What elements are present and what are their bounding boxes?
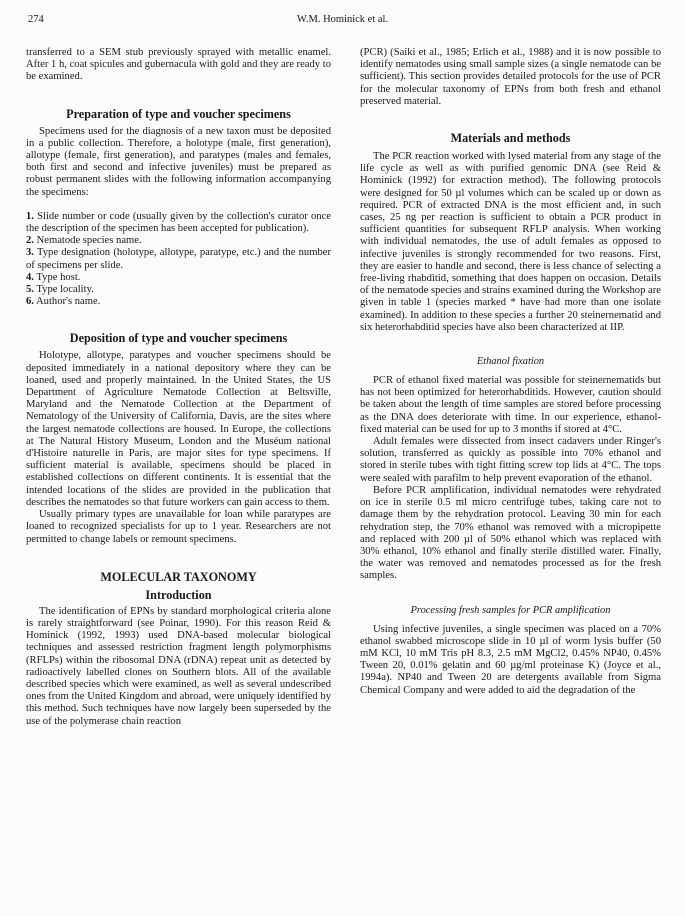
paragraph-deposition-1: Holotype, allotype, paratypes and voucher specimens should be deposited immediately in a national depository where they can be loaned, used and properly maintained. In the United States, the US Department of Agriculture Nematode Collection at Beltsville, Maryland and the Nematode Collection at the Department of Nematology of the University of California, Davis, are the sites where the largest nematode collections are housed. In Europe, the collections at The Natural History Museum, London and the Muséum national d'Histoire naturelle in Paris, are major sites for type specimens. If sufficient material is available, specimens should be placed in established collections on different continents. It is essential that the intended locations of the slides are provided in the publication that describes the nematodes so that future workers can gain access to them. <box>26 350 331 508</box>
heading-introduction: Introduction <box>145 587 212 602</box>
running-head: W.M. Hominick et al. <box>296 14 389 25</box>
paragraph-ethanol-3: Before PCR amplification, individual nematodes were rehydrated on ice in sterile 0.5 ml micro centrifuge tubes, taking care not to damage them by the rehydration protocol. Leaving 30 min for each rehydration step, the 70% ethanol was removed with a micropipette and replaced with 200 µl of 50% ethanol which was replaced with 30% ethanol, 10% ethanol and finally sterile distilled water. Finally, the water was removed and nematodes processed as for the fresh samples. <box>360 484 661 582</box>
paragraph-materials-methods: The PCR reaction worked with lysed material from any stage of the life cycle as well as with purified genomic DNA (see Reid & Hominick (1992) for extraction method). The following protocols were designed for 50 µl volumes which can be scaled up or down as required. PCR of extracted DNA is the most efficient and, in such cases, 25 ng per reaction is sufficient to obtain a PCR product in sufficient quantities for subsequent RFLP analysis. When working with individual nematodes, the use of adult females as opposed to infective juveniles is strongly recommended for two reasons. First, they are easier to handle and second, there is less chance of selecting a free-living rhabditid, something that does happen on occasion. Details of the nematode species and strains examined during the Workshop are given in table 1 (species marked * have had more than one isolate examined). In addition to these species a further 20 steinernematid and six heterorhabditid species have also been characterized at IIP. <box>360 151 661 333</box>
paragraph-ethanol-2: Adult females were dissected from insect cadavers under Ringer's solution, transferred as quickly as possible into 70% ethanol and stored in sterile tubes with tight fitting screw top lids at 4°C. The tops were sealed with parafilm to help prevent evaporation of the ethanol. <box>360 436 661 484</box>
paragraph-ethanol-1: PCR of ethanol fixed material was possible for steinernematids but has not been optimized for heterorhabditids. However, caution should be taken about the length of time samples are stored before processing as the DNA does deteriorate with time. In our experience, ethanol-fixed material can be used for up to 3 months if stored at 4°C. <box>360 375 661 435</box>
heading-processing-fresh: Processing fresh samples for PCR amplification <box>410 604 611 616</box>
paragraph-introduction: The identification of EPNs by standard morphological criteria alone is rarely straightforward (see Poinar, 1990). For this reason Reid & Hominick (1992, 1993) used DNA-based molecular biological techniques and assessed restriction fragment length polymorphisms (RFLPs) within the ribosomal DNA (rDNA) repeat unit as detected by radioactively labelled clones on Southern blots. All of the available described species which were examined, as well as several undescribed ones from the United Kingdom and abroad, were uniquely identified by this method. Such techniques have now largely been superseded by the use of the polymerase chain reaction <box>26 605 331 727</box>
paragraph-deposition-2: Usually primary types are unavailable for loan while paratypes are loaned to recognized specialists for up to 1 year. Researchers are not permitted to change labels or remount specimens. <box>26 509 331 545</box>
specimen-info-list <box>26 211 331 309</box>
list-item: 1. Slide number or code (usually given by the collection's curator once the description of the specimen has been accepted for publication). <box>26 210 331 235</box>
list-item: 2. Nematode species name. <box>26 235 142 247</box>
heading-preparation: Preparation of type and voucher specimens <box>66 106 291 121</box>
page-number: 274 <box>28 14 44 25</box>
list-item: 6. Author's name. <box>26 296 101 308</box>
paragraph-preparation: Specimens used for the diagnosis of a new taxon must be deposited in a public collection. Therefore, a holotype (male, first generation), allotype (female, first generation), and paratypes (males and females, both first and second and infective juveniles) must be prepared as robust permanent slides with the following information accompanying the specimens: <box>26 125 331 198</box>
heading-deposition: Deposition of type and voucher specimens <box>69 331 288 346</box>
paragraph-sem-continuation: transferred to a SEM stub previously sprayed with metallic enamel. After 1 h, coat spicules and gubernacula with gold and they are ready to be examined. <box>26 47 331 83</box>
left-column <box>26 47 331 728</box>
paragraph-pcr-continuation: (PCR) (Saiki et al., 1985; Erlich et al., 1988) and it is now possible to identify nematodes using small sample sizes (a single nematode can be sufficient). This section provides detailed protocols for the use of PCR for the molecular taxonomy of EPNs from both fresh and ethanol preserved material. <box>360 47 661 107</box>
paragraph-processing-fresh: Using infective juveniles, a single specimen was placed on a 70% ethanol swabbed microscope slide in 10 µl of worm lysis buffer (50 mM KCl, 10 mM Tris pH 8.3, 2.5 mM MgCl2, 0.45% NP40, 0.45% Tween 20, 0.01% gelatin and 60 µg/ml proteinase K) (Joyce et al., 1994a). NP40 and Tween 20 are detergents available from Sigma Chemical Company and were added to aid the degradation of the <box>360 623 661 696</box>
list-item: 4. Type host. <box>26 271 81 283</box>
list-item: 5. Type locality. <box>26 284 94 296</box>
heading-materials-methods: Materials and methods <box>450 131 571 146</box>
heading-molecular-taxonomy: MOLECULAR TAXONOMY <box>100 569 257 584</box>
heading-ethanol-fixation: Ethanol fixation <box>476 356 545 368</box>
page-header <box>0 14 685 28</box>
right-column <box>360 47 661 697</box>
list-item: 3. Type designation (holotype, allotype, paratype, etc.) and the number of specimens per slide. <box>26 247 331 271</box>
